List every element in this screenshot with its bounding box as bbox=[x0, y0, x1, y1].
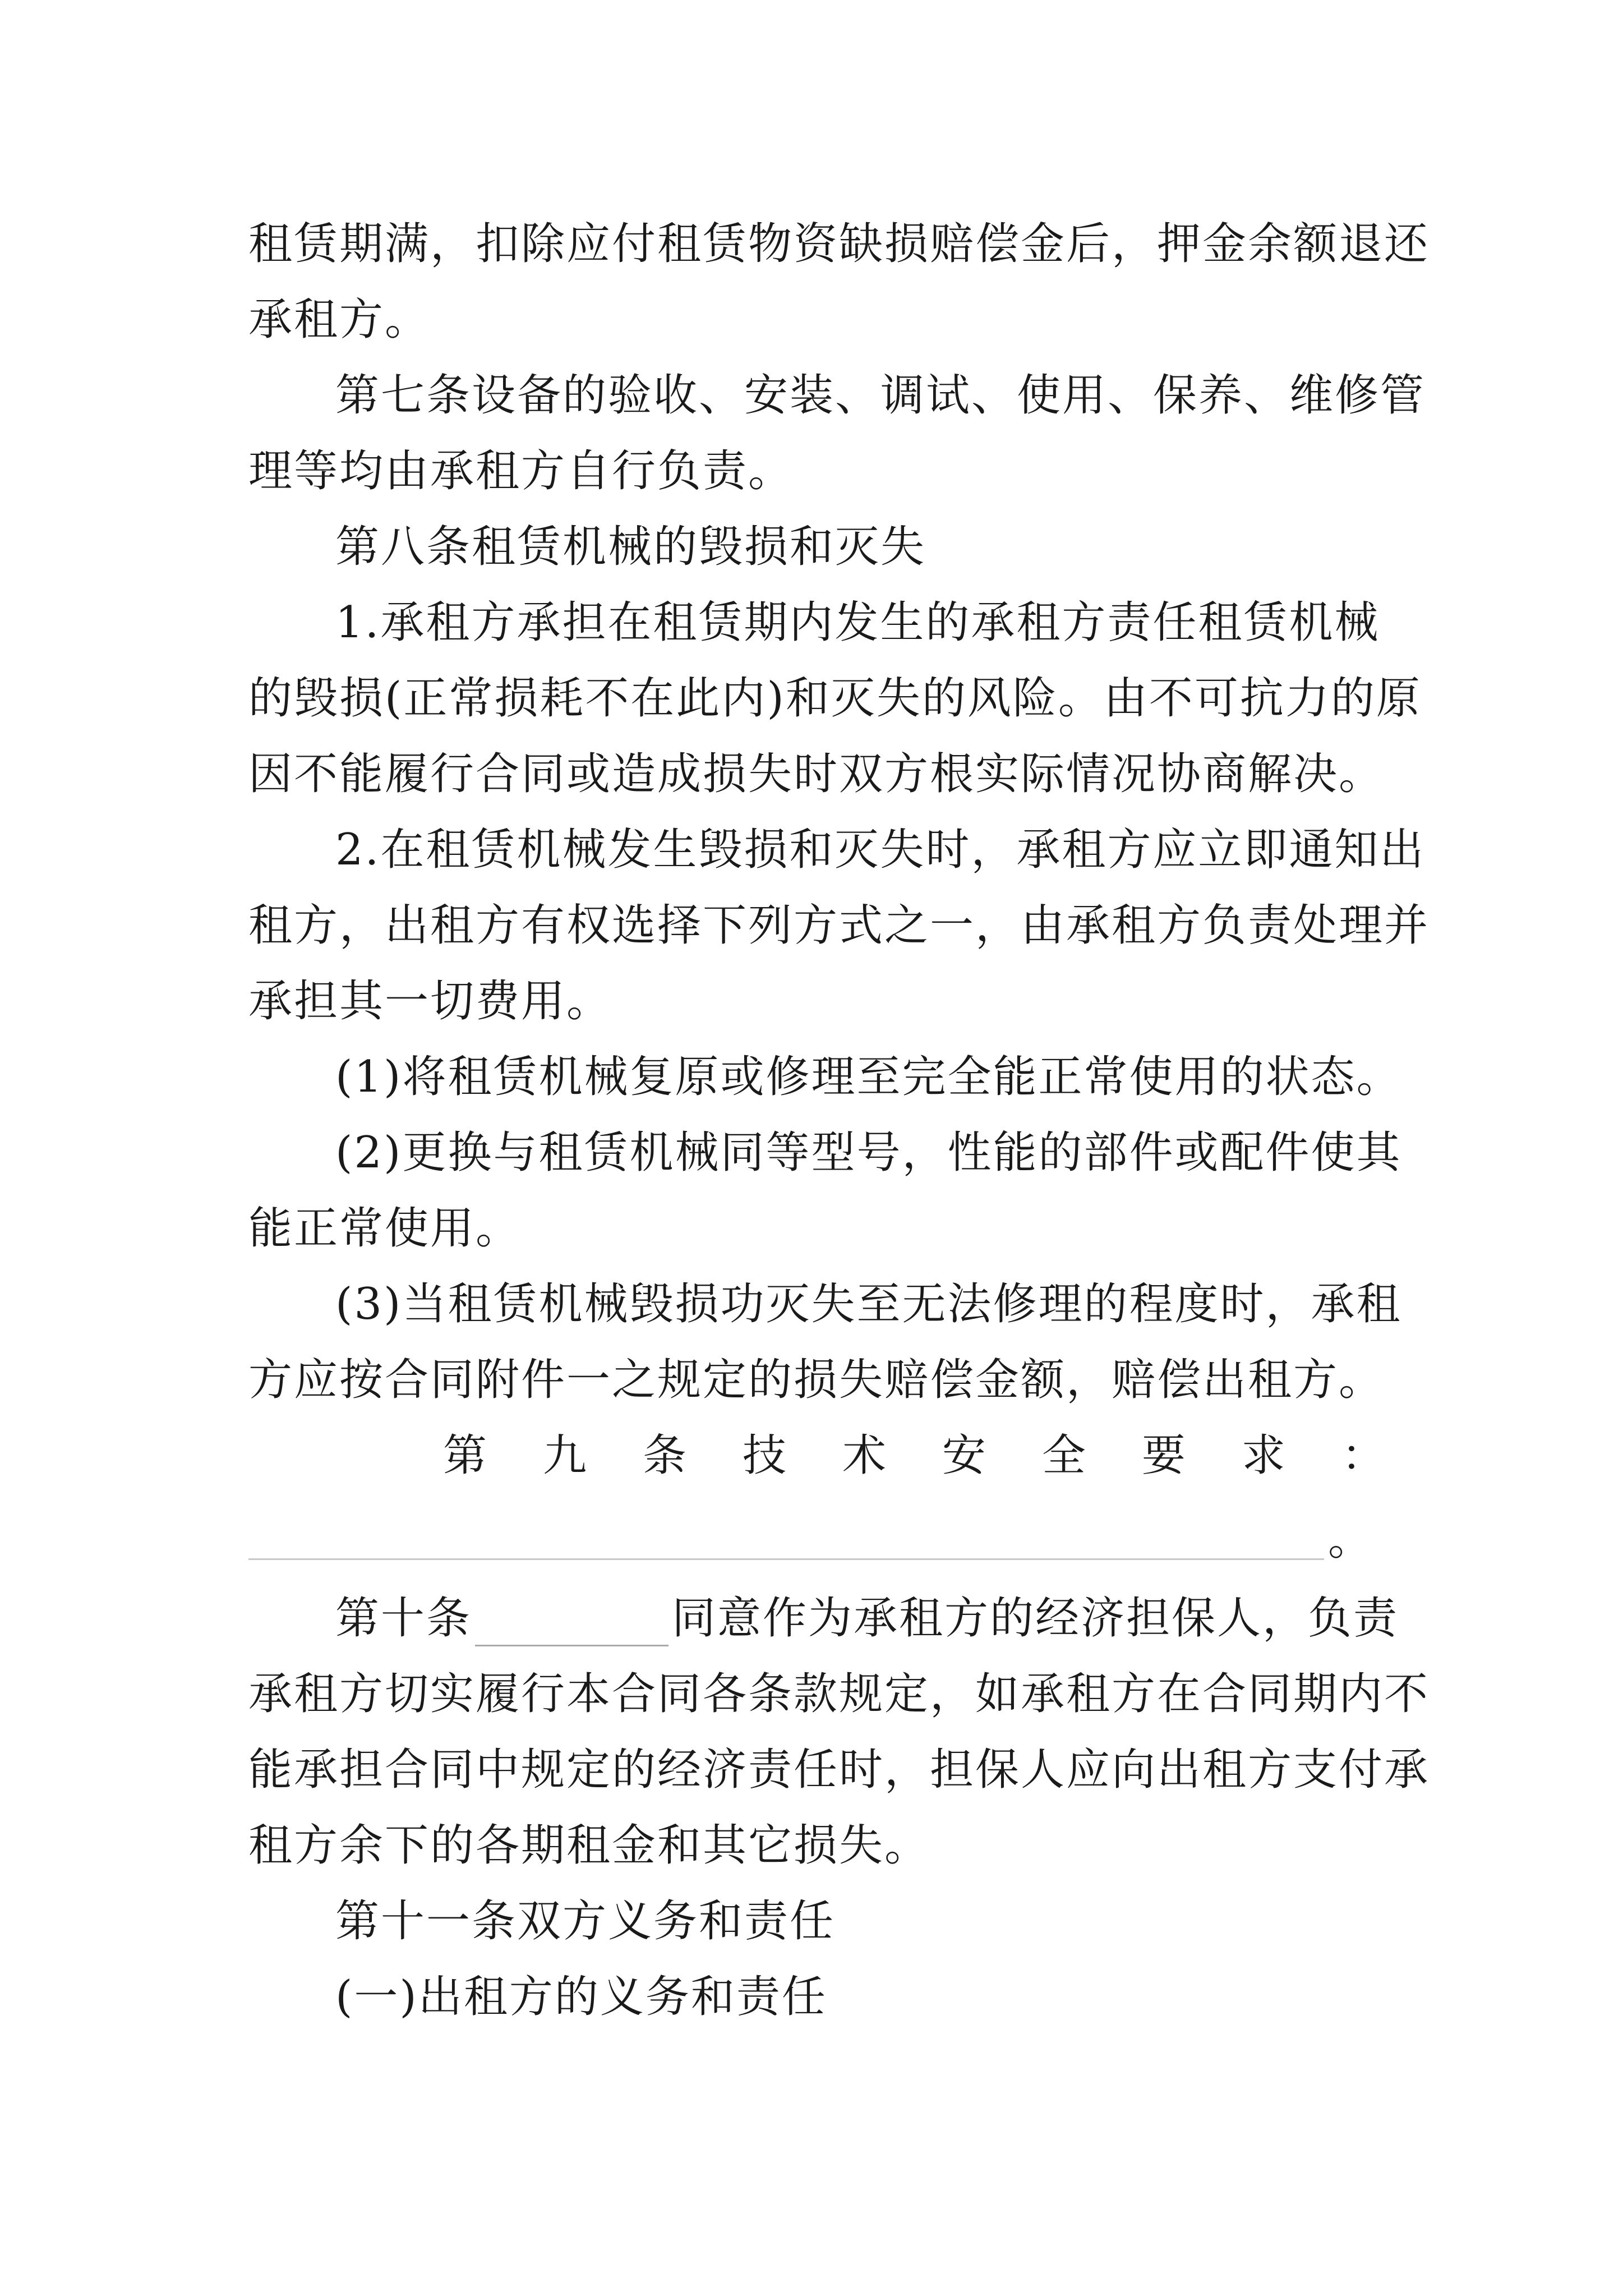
article-9-char: ： bbox=[1341, 1430, 1387, 1481]
clause-1: 1.承租方承担在租赁期内发生的承租方责任租赁机械 bbox=[335, 597, 1380, 648]
text-line: 能正常使用。 bbox=[248, 1203, 522, 1254]
article-10-heading bbox=[335, 1590, 1399, 1646]
fill-in-blank-line bbox=[248, 1558, 1324, 1560]
sub-clause-2: (2)更换与租赁机械同等型号，性能的部件或配件使其 bbox=[335, 1128, 1402, 1178]
article-9-end-mark: 。 bbox=[1328, 1515, 1372, 1565]
article-9-char: 技 bbox=[742, 1430, 788, 1481]
article-9-char: 求 bbox=[1241, 1430, 1287, 1481]
text-line: 的毁损(正常损耗不在此内)和灭失的风险。由不可抗力的原 bbox=[248, 673, 1422, 724]
article-10-suffix: 同意作为承租方的经济担保人，负责 bbox=[672, 1593, 1399, 1644]
article-9-char: 安 bbox=[942, 1430, 988, 1481]
article-7-heading: 第七条设备的验收、安装、调试、使用、保养、维修管 bbox=[335, 370, 1426, 421]
article-9-heading bbox=[443, 1428, 1387, 1484]
text-line: 租赁期满，扣除应付租赁物资缺损赔偿金后，押金余额退还 bbox=[248, 219, 1430, 269]
article-11-sub-heading: (一)出租方的义务和责任 bbox=[335, 1972, 827, 2022]
text-line: 承担其一切费用。 bbox=[248, 976, 612, 1027]
text-line: 承租方。 bbox=[248, 295, 431, 345]
text-line: 承租方切实履行本合同各条款规定，如承租方在合同期内不 bbox=[248, 1669, 1430, 1719]
text-line: 方应按合同附件一之规定的损失赔偿金额，赔偿出租方。 bbox=[248, 1355, 1385, 1405]
text-line: 能承担合同中规定的经济责任时，担保人应向出租方支付承 bbox=[248, 1745, 1430, 1795]
article-8-heading: 第八条租赁机械的毁损和灭失 bbox=[335, 522, 926, 572]
article-9-char: 第 bbox=[443, 1430, 489, 1481]
text-line: 租方余下的各期租金和其它损失。 bbox=[248, 1820, 930, 1871]
article-9-char: 术 bbox=[842, 1430, 888, 1481]
article-9-char: 九 bbox=[542, 1430, 588, 1481]
text-line: 租方，出租方有权选择下列方式之一，由承租方负责处理并 bbox=[248, 900, 1430, 951]
article-11-heading: 第十一条双方义务和责任 bbox=[335, 1896, 836, 1947]
text-line: 因不能履行合同或造成损失时双方根实际情况协商解决。 bbox=[248, 749, 1385, 799]
article-10-prefix: 第十条 bbox=[335, 1593, 472, 1644]
guarantor-blank bbox=[475, 1604, 668, 1646]
text-line: 理等均由承租方自行负责。 bbox=[248, 446, 794, 496]
article-9-char: 条 bbox=[642, 1430, 688, 1481]
sub-clause-1: (1)将租赁机械复原或修理至完全能正常使用的状态。 bbox=[335, 1052, 1402, 1102]
article-9-char: 全 bbox=[1041, 1430, 1087, 1481]
article-9-char: 要 bbox=[1141, 1430, 1187, 1481]
clause-2: 2.在租赁机械发生毁损和灭失时，承租方应立即通知出 bbox=[335, 825, 1426, 875]
sub-clause-3: (3)当租赁机械毁损功灭失至无法修理的程度时，承租 bbox=[335, 1279, 1402, 1329]
